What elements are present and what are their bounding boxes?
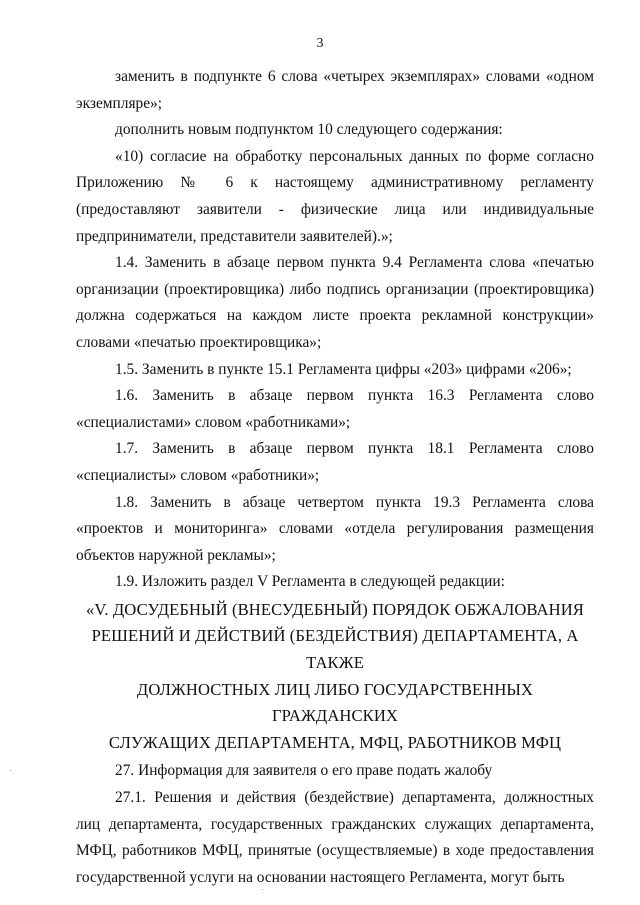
paragraph-amend-subitem-6: заменить в подпункте 6 слова «четырех экземплярах» словами «одном экземпляре»; bbox=[76, 68, 594, 112]
document-body bbox=[76, 64, 594, 891]
section-heading-line-2: РЕШЕНИЙ И ДЕЙСТВИЙ (БЕЗДЕЙСТВИЯ) ДЕПАРТАМЕНТА, А ТАКЖЕ bbox=[91, 626, 579, 673]
paragraph-subitem-10-text: «10) согласие на обработку персональных данных по форме согласно Приложению № 6 к настоящему административному регламенту (предоставляют заявители - физические лица или индивидуальные предприниматели, представители заявителей).»; bbox=[76, 147, 594, 245]
scan-speck bbox=[262, 889, 263, 890]
paragraph-item-27: 27. Информация для заявителя о его праве подать жалобу bbox=[115, 762, 493, 780]
paragraph-item-1-5: 1.5. Заменить в пункте 15.1 Регламента цифры «203» цифрами «206»; bbox=[115, 360, 572, 378]
paragraph-item-1-7: 1.7. Заменить в абзаце первом пункта 18.1 Регламента слово «специалисты» словом «работники»; bbox=[76, 440, 594, 484]
paragraph-add-subitem-10: дополнить новым подпунктом 10 следующего содержания: bbox=[115, 121, 503, 139]
paragraph-item-1-8: 1.8. Заменить в абзаце четвертом пункта 19.3 Регламента слова «проектов и мониторинга» словами «отдела регулирования размещения объектов наружной рекламы»; bbox=[76, 493, 594, 564]
paragraph-item-1-6: 1.6. Заменить в абзаце первом пункта 16.3 Регламента слово «специалистами» словом «работниками»; bbox=[76, 387, 594, 431]
section-heading-line-3: ДОЛЖНОСТНЫХ ЛИЦ ЛИБО ГОСУДАРСТВЕННЫХ ГРАЖДАНСКИХ bbox=[136, 679, 534, 726]
paragraph-item-1-4: 1.4. Заменить в абзаце первом пункта 9.4 Регламента слова «печатью организации (проектировщика) либо подпись организации (проектировщика) должна содержаться на каждом листе проекта рекламной конструкции» словами «печатью проектировщика»; bbox=[76, 254, 594, 351]
section-heading-line-1: «V. ДОСУДЕБНЫЙ (ВНЕСУДЕБНЫЙ) ПОРЯДОК ОБЖАЛОВАНИЯ bbox=[86, 599, 584, 619]
paragraph-item-27-1: 27.1. Решения и действия (бездействие) департамента, должностных лиц департамента, государственных гражданских служащих департамента, МФЦ, работников МФЦ, принятые (осуществляемые) в ходе предоставления государственной услуги на основании настоящего Регламента, могут быть bbox=[76, 789, 594, 886]
scan-speck bbox=[10, 770, 11, 771]
section-v-heading bbox=[76, 597, 594, 757]
section-heading-line-4: СЛУЖАЩИХ ДЕПАРТАМЕНТА, МФЦ, РАБОТНИКОВ МФЦ bbox=[108, 732, 562, 752]
paragraph-item-1-9: 1.9. Изложить раздел V Регламента в следующей редакции: bbox=[115, 573, 505, 591]
page-number: 3 bbox=[316, 36, 324, 51]
